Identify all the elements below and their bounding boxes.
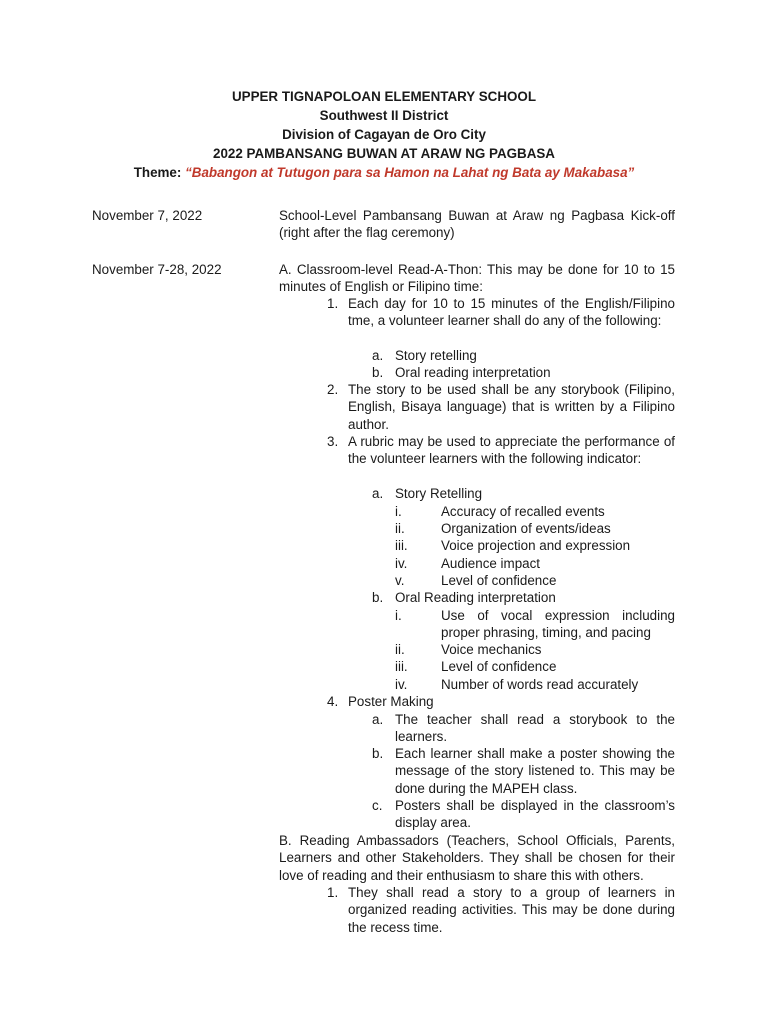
school-name: UPPER TIGNAPOLOAN ELEMENTARY SCHOOL — [231, 89, 537, 104]
event-title: 2022 PAMBANSANG BUWAN AT ARAW NG PAGBASA — [213, 146, 555, 161]
list-item: Use of vocal expression including proper phrasing, timing, and pacing — [441, 608, 675, 641]
list-item: Level of confidence — [441, 573, 557, 588]
list-letter: b. — [372, 746, 384, 761]
schedule-date: November 7-28, 2022 — [92, 262, 222, 277]
list-item: Story Retelling — [395, 486, 483, 501]
list-letter: b. — [372, 590, 384, 605]
list-item: Voice mechanics — [441, 642, 542, 657]
list-number: 3. — [327, 434, 339, 449]
list-number: 1. — [327, 296, 339, 311]
list-roman: iv. — [395, 556, 408, 571]
theme-line — [0, 163, 768, 182]
list-item: Poster Making — [348, 694, 434, 709]
list-letter: c. — [372, 798, 383, 813]
list-number: 2. — [327, 382, 339, 397]
document-header — [0, 87, 768, 182]
list-number: 4. — [327, 694, 339, 709]
list-item: Each learner shall make a poster showing the message of the story listened to. This may be done during the MAPEH class. — [395, 746, 675, 796]
list-item: The teacher shall read a storybook to the learners. — [395, 712, 675, 745]
list-item: Accuracy of recalled events — [441, 504, 605, 519]
list-roman: iii. — [395, 538, 408, 553]
list-roman: iv. — [395, 677, 408, 692]
list-item: Each day for 10 to 15 minutes of the English/Filipino tme, a volunteer learner shall do any of the following: — [348, 296, 675, 329]
list-item: They shall read a story to a group of learners in organized reading activities. This may be done during the recess time. — [348, 885, 675, 935]
list-roman: ii. — [395, 642, 405, 657]
list-item: Audience impact — [441, 556, 540, 571]
list-item: Story retelling — [395, 348, 477, 363]
list-item: The story to be used shall be any storybook (Filipino, English, Bisaya language) that is written by a Filipino author. — [348, 382, 675, 432]
list-roman: iii. — [395, 659, 408, 674]
list-item: Organization of events/ideas — [441, 521, 611, 536]
schedule-activity: School-Level Pambansang Buwan at Araw ng Pagbasa Kick-off (right after the flag ceremony) — [279, 208, 675, 241]
list-letter: a. — [372, 348, 384, 363]
list-letter: b. — [372, 365, 384, 380]
list-item: Oral Reading interpretation — [395, 590, 556, 605]
theme-label: Theme: — [133, 165, 182, 180]
schedule-date: November 7, 2022 — [92, 208, 203, 223]
list-item: Level of confidence — [441, 659, 557, 674]
list-letter: a. — [372, 712, 384, 727]
list-item: Oral reading interpretation — [395, 365, 551, 380]
list-letter: a. — [372, 486, 384, 501]
list-item: A rubric may be used to appreciate the performance of the volunteer learners with the following indicator: — [348, 434, 675, 467]
list-roman: i. — [395, 504, 402, 519]
list-item: Number of words read accurately — [441, 677, 639, 692]
list-item: Posters shall be displayed in the classroom’s display area. — [395, 798, 675, 831]
division-name: Division of Cagayan de Oro City — [282, 127, 486, 142]
read-a-thon-intro: A. Classroom-level Read-A-Thon: This may be done for 10 to 15 minutes of English or Filipino time: — [279, 262, 675, 295]
list-roman: ii. — [395, 521, 405, 536]
list-roman: v. — [395, 573, 405, 588]
list-item: Voice projection and expression — [441, 538, 631, 553]
list-number: 1. — [327, 885, 339, 900]
theme-quote: “Babangon at Tutugon para sa Hamon na Lahat ng Bata ay Makabasa” — [185, 165, 635, 180]
district-name: Southwest II District — [319, 108, 449, 123]
reading-ambassadors-intro: B. Reading Ambassadors (Teachers, School Officials, Parents, Learners and other Stakeholders. They shall be chosen for their love of reading and their enthusiasm to share this with others. — [279, 833, 675, 883]
list-roman: i. — [395, 608, 402, 623]
